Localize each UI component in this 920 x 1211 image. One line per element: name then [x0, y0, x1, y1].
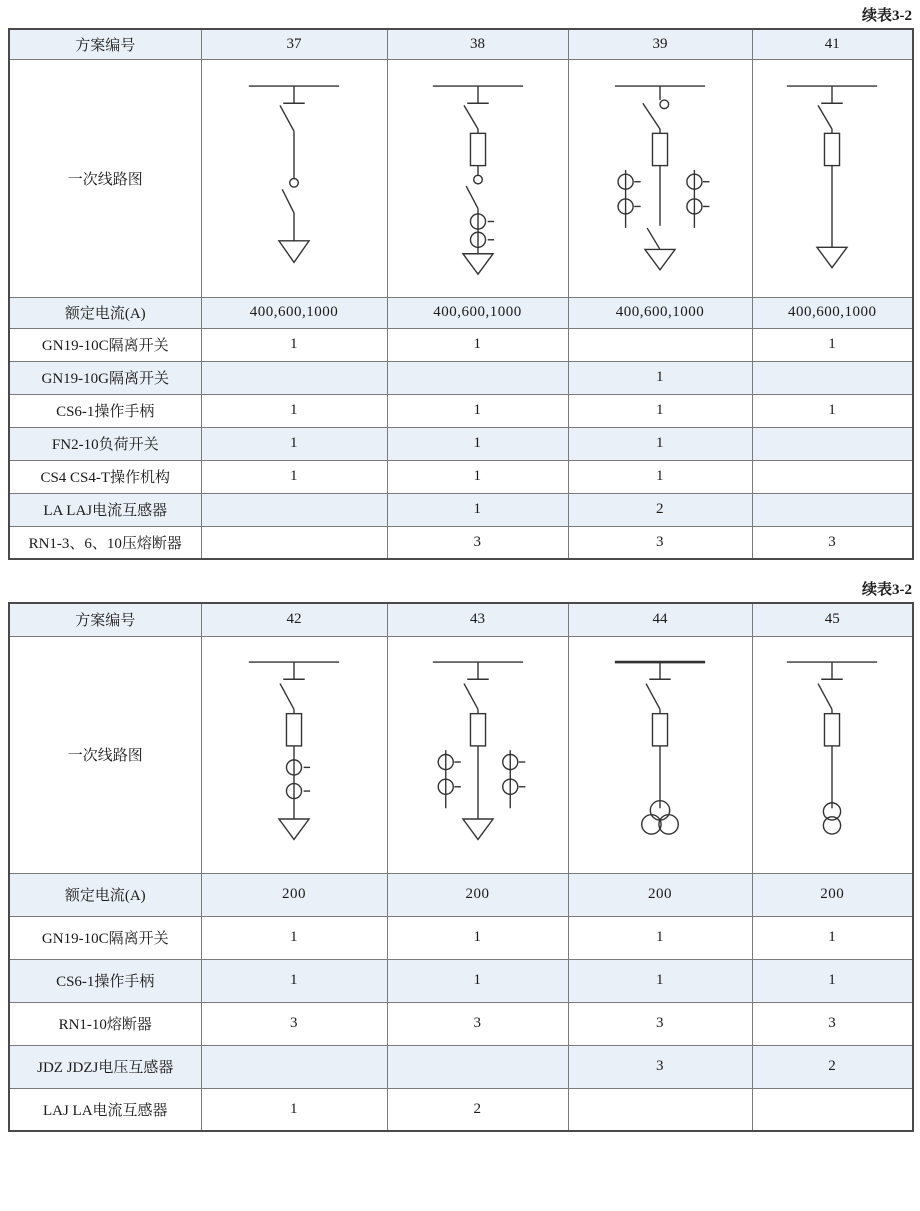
table-cell	[387, 1045, 568, 1088]
table-cell: 3	[752, 1002, 913, 1045]
table-row	[9, 1088, 913, 1131]
row-label: GN19-10C隔离开关	[9, 916, 201, 959]
table-cell	[568, 328, 752, 361]
row-label: GN19-10C隔离开关	[9, 328, 201, 361]
table-cell: 1	[201, 460, 387, 493]
table-cell: 1	[387, 959, 568, 1002]
table-cell: 1	[568, 361, 752, 394]
scheme-number-header: 方案编号	[9, 29, 201, 59]
table-cell: 1	[201, 916, 387, 959]
table-row	[9, 959, 913, 1002]
table-row	[9, 873, 913, 916]
table-cell: 1	[752, 328, 913, 361]
table-cell: 1	[568, 427, 752, 460]
table-cell: 200	[387, 873, 568, 916]
table-row	[9, 916, 913, 959]
column-header-38: 38	[387, 29, 568, 59]
circuit-diagram-scheme-37	[201, 59, 387, 297]
row-label: RN1-3、6、10压熔断器	[9, 526, 201, 559]
table-cell: 3	[387, 526, 568, 559]
table-cell	[387, 361, 568, 394]
table-row	[9, 394, 913, 427]
row-label: 额定电流(A)	[9, 297, 201, 328]
table-cell	[201, 361, 387, 394]
circuit-diagram-scheme-42	[201, 636, 387, 873]
table-cell: 1	[387, 328, 568, 361]
table-cell: 200	[752, 873, 913, 916]
row-label: LAJ LA电流互感器	[9, 1088, 201, 1131]
table-row	[9, 297, 913, 328]
column-header-39: 39	[568, 29, 752, 59]
table-row	[9, 460, 913, 493]
row-label: RN1-10熔断器	[9, 1002, 201, 1045]
table-cell: 2	[752, 1045, 913, 1088]
table-cell: 3	[201, 1002, 387, 1045]
table-cell: 1	[387, 427, 568, 460]
table-cell	[752, 1088, 913, 1131]
row-label: CS6-1操作手柄	[9, 394, 201, 427]
table-cell: 1	[387, 916, 568, 959]
table-cell: 3	[568, 1002, 752, 1045]
table-cell: 1	[568, 394, 752, 427]
table-cell: 1	[201, 328, 387, 361]
row-label: CS6-1操作手柄	[9, 959, 201, 1002]
table1-diagram-row	[9, 59, 913, 297]
table-cell: 200	[201, 873, 387, 916]
row-label: JDZ JDZJ电压互感器	[9, 1045, 201, 1088]
scheme-number-header: 方案编号	[9, 603, 201, 636]
row-label: CS4 CS4-T操作机构	[9, 460, 201, 493]
table-cell: 2	[387, 1088, 568, 1131]
table-row	[9, 1045, 913, 1088]
column-header-42: 42	[201, 603, 387, 636]
table-cell	[752, 361, 913, 394]
table-cell	[201, 493, 387, 526]
table-cell: 3	[568, 526, 752, 559]
table-cell	[752, 493, 913, 526]
table-cell: 200	[568, 873, 752, 916]
table1-header-row	[9, 29, 913, 59]
scheme-table-42-45	[8, 602, 914, 1132]
table-cell: 400,600,1000	[752, 297, 913, 328]
table-cell	[568, 1088, 752, 1131]
table-cell: 3	[568, 1045, 752, 1088]
table-cell	[201, 1045, 387, 1088]
diagram-row-label: 一次线路图	[9, 636, 201, 873]
row-label: 额定电流(A)	[9, 873, 201, 916]
table-cell: 1	[387, 394, 568, 427]
row-label: LA LAJ电流互感器	[9, 493, 201, 526]
table-cell: 1	[568, 460, 752, 493]
table-row	[9, 361, 913, 394]
column-header-37: 37	[201, 29, 387, 59]
table-cell	[201, 526, 387, 559]
table-cell: 400,600,1000	[201, 297, 387, 328]
table2-diagram-row	[9, 636, 913, 873]
circuit-diagram-scheme-45	[752, 636, 913, 873]
table-cell: 1	[387, 460, 568, 493]
table-cell: 400,600,1000	[568, 297, 752, 328]
table-row	[9, 328, 913, 361]
table-cell: 1	[201, 394, 387, 427]
row-label: GN19-10G隔离开关	[9, 361, 201, 394]
circuit-diagram-scheme-43	[387, 636, 568, 873]
column-header-44: 44	[568, 603, 752, 636]
table-cell	[752, 427, 913, 460]
diagram-row-label: 一次线路图	[9, 59, 201, 297]
row-label: FN2-10负荷开关	[9, 427, 201, 460]
table-cell: 1	[201, 427, 387, 460]
column-header-43: 43	[387, 603, 568, 636]
column-header-45: 45	[752, 603, 913, 636]
table1-caption: 续表3-2	[862, 8, 912, 24]
table-row	[9, 493, 913, 526]
table-cell: 1	[568, 959, 752, 1002]
scheme-table-37-41	[8, 28, 914, 560]
table-cell: 1	[568, 916, 752, 959]
table-cell	[752, 460, 913, 493]
column-header-41: 41	[752, 29, 913, 59]
table-cell: 1	[387, 493, 568, 526]
table2-header-row	[9, 603, 913, 636]
circuit-diagram-scheme-39	[568, 59, 752, 297]
table2-caption: 续表3-2	[862, 582, 912, 598]
table-cell: 3	[752, 526, 913, 559]
table-row	[9, 526, 913, 559]
table-cell: 400,600,1000	[387, 297, 568, 328]
table-cell: 1	[752, 394, 913, 427]
circuit-diagram-scheme-38	[387, 59, 568, 297]
table-cell: 1	[752, 916, 913, 959]
circuit-diagram-scheme-41	[752, 59, 913, 297]
table-cell: 1	[201, 1088, 387, 1131]
table-row	[9, 427, 913, 460]
table-row	[9, 1002, 913, 1045]
circuit-diagram-scheme-44	[568, 636, 752, 873]
table-cell: 1	[201, 959, 387, 1002]
table-cell: 3	[387, 1002, 568, 1045]
table-cell: 2	[568, 493, 752, 526]
table-cell: 1	[752, 959, 913, 1002]
